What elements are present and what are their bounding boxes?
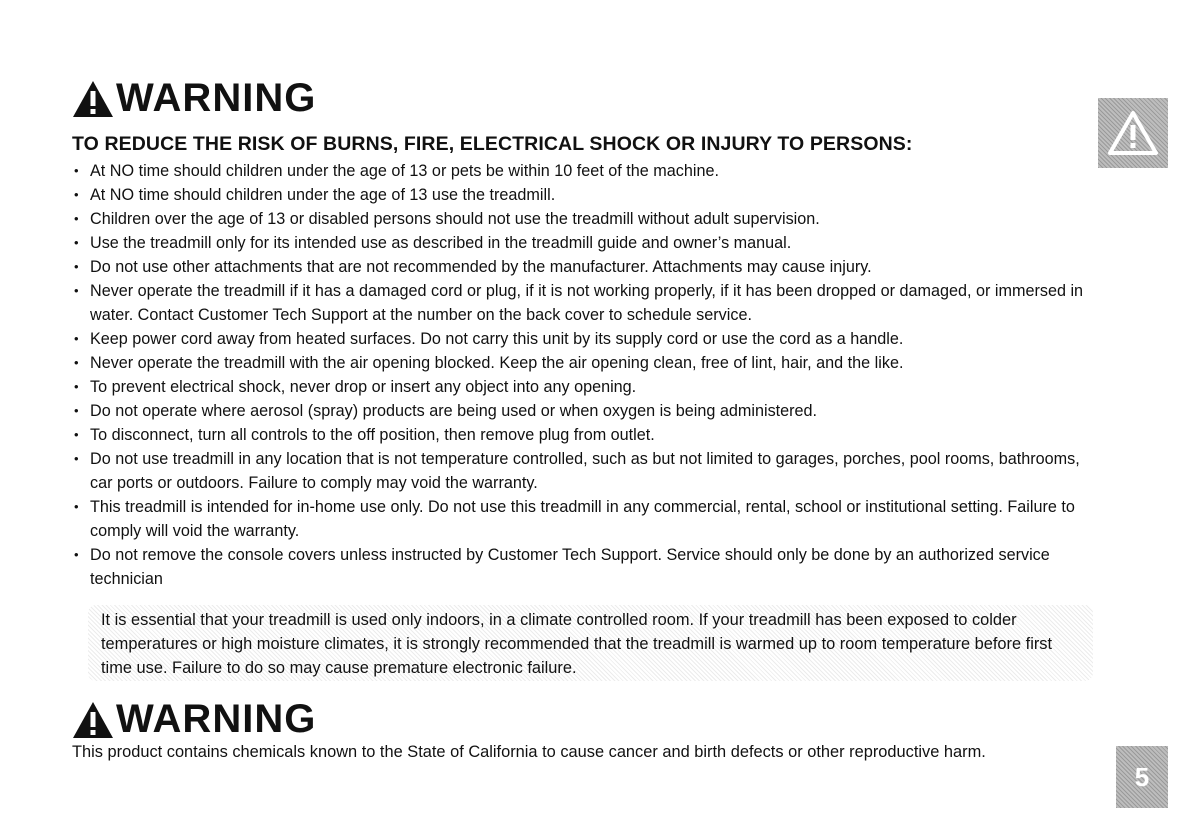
warning-triangle-icon [1108, 111, 1158, 155]
list-item: • Do not operate where aerosol (spray) products are being used or when oxygen is being administered. [72, 399, 1102, 423]
list-item: • At NO time should children under the age of 13 or pets be within 10 feet of the machine. [72, 159, 1102, 183]
notice-text: It is essential that your treadmill is used only indoors, in a climate controlled room. If your treadmill has been exposed to colder temperatures or high moisture climates, it is strongly recommended that the treadmill is warmed up to room temperature before first time use. Failure to do so may cause premature electronic failure. [101, 611, 1053, 677]
warning-heading [72, 699, 316, 739]
california-prop65-text: This product contains chemicals known to the State of California to cause cancer and birth defects or other reproductive harm. [72, 743, 986, 761]
list-item: • To prevent electrical shock, never drop or insert any object into any opening. [72, 375, 1102, 399]
list-item: • Do not use treadmill in any location that is not temperature controlled, such as but not limited to garages, porches, pool rooms, bathrooms, car ports or outdoors. Failure to comply may void the warranty. [72, 447, 1102, 495]
list-item: • Do not use other attachments that are not recommended by the manufacturer. Attachments may cause injury. [72, 255, 1102, 279]
risk-subheading: TO REDUCE THE RISK OF BURNS, FIRE, ELECTRICAL SHOCK OR INJURY TO PERSONS: [72, 133, 913, 155]
warning-triangle-icon [72, 80, 114, 118]
warning-label: WARNING [116, 697, 317, 741]
list-item: • Use the treadmill only for its intended use as described in the treadmill guide and owner’s manual. [72, 231, 1102, 255]
list-item: • At NO time should children under the age of 13 use the treadmill. [72, 183, 1102, 207]
list-item: • Keep power cord away from heated surfaces. Do not carry this unit by its supply cord or use the cord as a handle. [72, 327, 1102, 351]
list-item: • Children over the age of 13 or disabled persons should not use the treadmill without adult supervision. [72, 207, 1102, 231]
side-tab-warning-icon [1098, 98, 1168, 168]
list-item: • To disconnect, turn all controls to the off position, then remove plug from outlet. [72, 423, 1102, 447]
list-item: • This treadmill is intended for in-home use only. Do not use this treadmill in any commercial, rental, school or institutional setting. Failure to comply will void the warranty. [72, 495, 1102, 543]
list-item: • Do not remove the console covers unless instructed by Customer Tech Support. Service should only be done by an authorized service technician [72, 543, 1102, 591]
page-number: 5 [1134, 761, 1150, 792]
indoor-use-notice [88, 605, 1093, 681]
list-item: • Never operate the treadmill with the air opening blocked. Keep the air opening clean, free of lint, hair, and the like. [72, 351, 1102, 375]
warning-heading [72, 78, 316, 118]
warning-triangle-icon [72, 701, 114, 739]
safety-bullet-list [72, 159, 1102, 591]
page-number-tab [1116, 746, 1168, 808]
warning-label: WARNING [116, 76, 317, 120]
list-item: • Never operate the treadmill if it has a damaged cord or plug, if it is not working properly, if it has been dropped or damaged, or immersed in water. Contact Customer Tech Support at the number on the back cover to schedule service. [72, 279, 1102, 327]
